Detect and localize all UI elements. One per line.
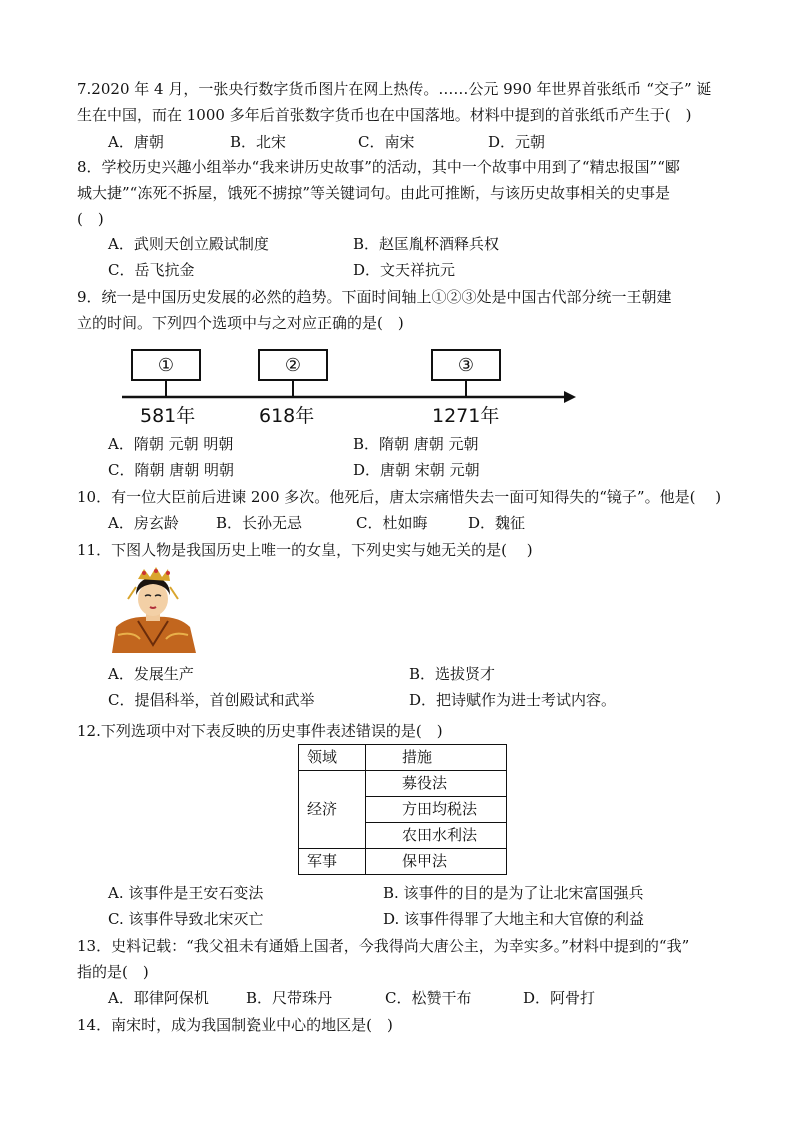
empress-portrait-image xyxy=(108,565,198,653)
q11-line1: 11．下图人物是我国历史上唯一的女皇，下列史实与她无关的是( ) xyxy=(77,541,533,559)
table-header-field: 领域 xyxy=(299,745,366,771)
q10-option-a: A．房玄龄 xyxy=(108,514,179,532)
q10-option-d: D．魏征 xyxy=(468,514,526,532)
q12-option-b: B. 该事件的目的是为了让北宋富国强兵 xyxy=(383,884,644,902)
q11-option-b: B．选拔贤才 xyxy=(409,665,496,683)
table-row xyxy=(299,849,507,875)
q8-line3: ( ) xyxy=(77,210,104,228)
table-cell-economy: 经济 xyxy=(299,771,366,849)
q12-line1: 12.下列选项中对下表反映的历史事件表述错误的是( ) xyxy=(77,722,443,740)
q9-line2: 立的时间。下列四个选项中与之对应正确的是( ) xyxy=(77,314,404,332)
q13-option-a: A．耶律阿保机 xyxy=(108,989,209,1007)
q11-option-d: D．把诗赋作为进士考试内容。 xyxy=(409,691,617,709)
q7-option-d: D．元朝 xyxy=(488,133,546,151)
q7-line2: 生在中国，而在 1000 多年后首张数字货币也在中国落地。材料中提到的首张纸币产生于( ) xyxy=(77,106,692,124)
table-row xyxy=(299,745,507,771)
q8-option-d: D．文天祥抗元 xyxy=(353,261,456,279)
q12-option-a: A. 该事件是王安石变法 xyxy=(108,884,264,902)
table-cell-military: 军事 xyxy=(299,849,366,875)
q10-option-b: B．长孙无忌 xyxy=(216,514,303,532)
q7-option-b: B．北宋 xyxy=(230,133,287,151)
q14-line1: 14．南宋时，成为我国制瓷业中心的地区是( ) xyxy=(77,1016,393,1034)
q9-option-b: B．隋朝 唐朝 元朝 xyxy=(353,435,479,453)
timeline-marker-1: ① xyxy=(131,349,201,381)
q12-option-c: C. 该事件导致北宋灭亡 xyxy=(108,910,264,928)
q12-option-d: D. 该事件得罪了大地主和大官僚的利益 xyxy=(383,910,645,928)
table-cell-measure: 方田均税法 xyxy=(366,797,507,823)
table-header-measure: 措施 xyxy=(366,745,507,771)
table-row xyxy=(299,771,507,797)
q10-line1: 10．有一位大臣前后进谏 200 多次。他死后，唐太宗痛惜失去一面可知得失的“镜子”。他是( ) xyxy=(77,488,722,506)
q7-option-c: C．南宋 xyxy=(358,133,415,151)
q7-option-a: A．唐朝 xyxy=(108,133,164,151)
q13-option-b: B．尺带珠丹 xyxy=(246,989,333,1007)
q9-option-c: C．隋朝 唐朝 明朝 xyxy=(108,461,235,479)
table-cell-measure: 募役法 xyxy=(366,771,507,797)
timeline-year-1: 581年 xyxy=(140,405,196,427)
q10-option-c: C．杜如晦 xyxy=(356,514,428,532)
q8-option-c: C．岳飞抗金 xyxy=(108,261,195,279)
q7-line1: 7.2020 年 4 月，一张央行数字货币图片在网上热传。……公元 990 年世界首张纸币 “交子” 诞 xyxy=(77,80,712,98)
table-cell-measure: 农田水利法 xyxy=(366,823,507,849)
q13-option-c: C．松赞干布 xyxy=(385,989,472,1007)
q13-option-d: D．阿骨打 xyxy=(523,989,596,1007)
timeline-year-2: 618年 xyxy=(259,405,315,427)
q8-option-b: B．赵匡胤杯酒释兵权 xyxy=(353,235,500,253)
table-cell-measure: 保甲法 xyxy=(366,849,507,875)
q11-option-c: C．提倡科举，首创殿试和武举 xyxy=(108,691,315,709)
q11-option-a: A．发展生产 xyxy=(108,665,194,683)
q8-line2: 城大捷”“冻死不拆屋，饿死不掳掠”等关键词句。由此可推断，与该历史故事相关的史事是 xyxy=(77,184,671,202)
q9-line1: 9．统一是中国历史发展的必然的趋势。下面时间轴上①②③处是中国古代部分统一王朝建 xyxy=(77,288,672,306)
timeline-year-3: 1271年 xyxy=(432,405,500,427)
timeline-marker-2: ② xyxy=(258,349,328,381)
q13-line1: 13．史料记载：“我父祖未有通婚上国者，今我得尚大唐公主，为幸实多。”材料中提到的“我” xyxy=(77,937,690,955)
q9-option-d: D．唐朝 宋朝 元朝 xyxy=(353,461,480,479)
q8-line1: 8．学校历史兴趣小组举办“我来讲历史故事”的活动，其中一个故事中用到了“精忠报国”“郾 xyxy=(77,158,680,176)
q8-option-a: A．武则天创立殿试制度 xyxy=(108,235,269,253)
q12-reform-table xyxy=(298,744,507,875)
q9-option-a: A．隋朝 元朝 明朝 xyxy=(108,435,234,453)
timeline-marker-3: ③ xyxy=(431,349,501,381)
q13-line2: 指的是( ) xyxy=(77,963,149,981)
